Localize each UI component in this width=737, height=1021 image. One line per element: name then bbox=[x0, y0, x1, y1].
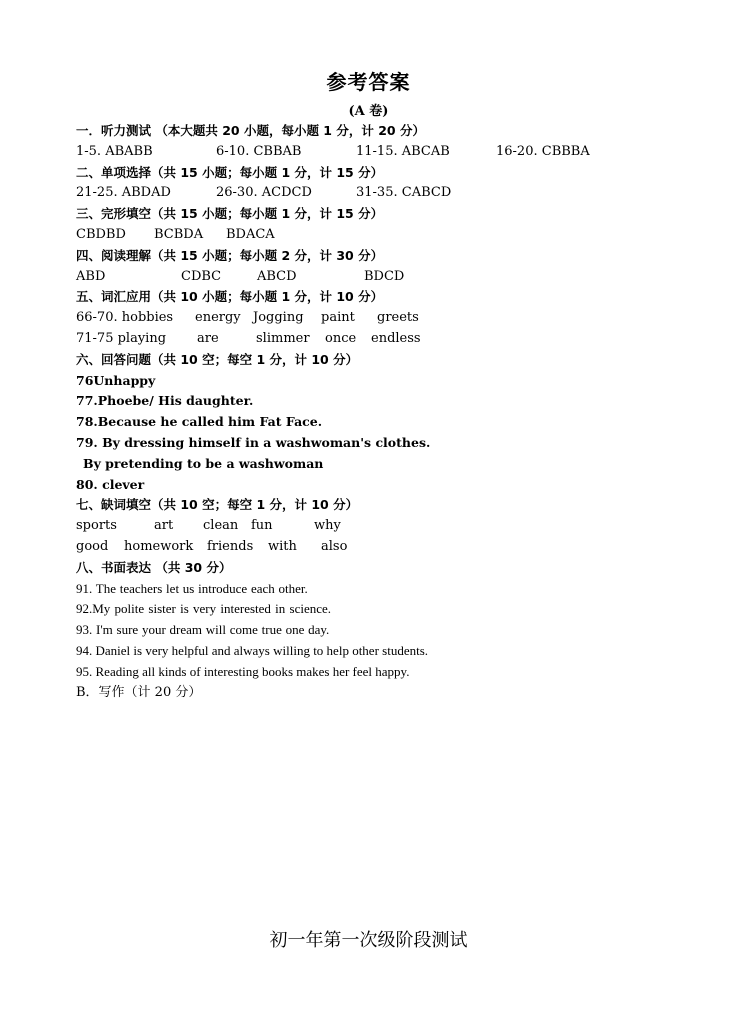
answer-sentence: 91. The teachers let us introduce each other. bbox=[76, 580, 308, 596]
answer-word: paint bbox=[321, 310, 355, 326]
answer-row-listening bbox=[76, 142, 696, 163]
answer-group: 26-30. ACDCD bbox=[216, 185, 312, 201]
answer-word: slimmer bbox=[256, 330, 310, 346]
section-heading-single-choice: 二、单项选择（共 15 小题；每小题 1 分，计 15 分） bbox=[76, 164, 384, 180]
answer-word: fun bbox=[251, 518, 273, 534]
answer-group: BDCD bbox=[364, 268, 405, 284]
answer-word: why bbox=[314, 518, 341, 534]
answer-key-content bbox=[76, 121, 696, 703]
answer-line: 76Unhappy bbox=[76, 372, 156, 388]
part-b-heading: B．写作（计 20 分） bbox=[76, 684, 202, 700]
answer-word: friends bbox=[207, 538, 254, 554]
answer-word: greets bbox=[377, 310, 419, 326]
answer-row-fill-blanks-1 bbox=[76, 516, 696, 537]
answer-sentence: 93. I'm sure your dream will come true one day. bbox=[76, 622, 330, 638]
answer-group: 31-35. CABCD bbox=[356, 185, 452, 201]
answer-line: 77.Phoebe/ His daughter. bbox=[76, 393, 254, 409]
answer-row-fill-blanks-2 bbox=[76, 537, 696, 558]
section-heading-questions: 六、回答问题（共 10 空；每空 1 分，计 10 分） bbox=[76, 351, 359, 367]
answer-row-vocabulary-2 bbox=[76, 329, 696, 350]
answer-group: ABD bbox=[76, 268, 106, 284]
answer-group: 11-15. ABCAB bbox=[356, 143, 450, 159]
answer-line: 80. clever bbox=[76, 476, 145, 492]
answer-word: clean bbox=[203, 518, 239, 534]
page-title: 参考答案 bbox=[326, 70, 411, 94]
answer-word: art bbox=[154, 518, 174, 534]
answer-word: with bbox=[268, 538, 297, 554]
answer-word: 71-75 playing bbox=[76, 330, 167, 346]
answer-line: 78.Because he called him Fat Face. bbox=[76, 414, 323, 430]
answer-word: once bbox=[325, 330, 357, 346]
answer-sentence: 92.My polite sister is very interested in science. bbox=[76, 601, 332, 617]
answer-word: also bbox=[321, 538, 348, 554]
answer-line-alternative: By pretending to be a washwoman bbox=[83, 455, 324, 471]
answer-word: Jogging bbox=[253, 310, 304, 326]
answer-word: energy bbox=[195, 310, 241, 326]
section-heading-cloze: 三、完形填空（共 15 小题；每小题 1 分，计 15 分） bbox=[76, 206, 384, 222]
answer-row-cloze bbox=[76, 225, 696, 246]
answer-group: 21-25. ABDAD bbox=[76, 185, 171, 201]
section-heading-writing: 八、书面表达 （共 30 分） bbox=[76, 559, 232, 575]
footer-title: 初一年第一次级阶段测试 bbox=[269, 930, 468, 951]
answer-word: endless bbox=[371, 330, 421, 346]
answer-word: homework bbox=[124, 538, 194, 554]
answer-group: CDBC bbox=[181, 268, 222, 284]
answer-group: BDACA bbox=[226, 226, 275, 242]
answer-group: 1-5. ABABB bbox=[76, 143, 153, 159]
answer-group: 16-20. CBBBA bbox=[496, 143, 590, 159]
answer-group: CBDBD bbox=[76, 226, 126, 242]
answer-row-reading bbox=[76, 267, 696, 288]
answer-sentence: 95. Reading all kinds of interesting books makes her feel happy. bbox=[76, 663, 410, 679]
answer-group: BCBDA bbox=[154, 226, 204, 242]
answer-word: are bbox=[197, 330, 219, 346]
answer-group: 6-10. CBBAB bbox=[216, 143, 302, 159]
answer-row-vocabulary-1 bbox=[76, 308, 696, 329]
answer-sentence: 94. Daniel is very helpful and always willing to help other students. bbox=[76, 642, 429, 658]
paper-version: (A 卷) bbox=[348, 104, 389, 119]
answer-row-single-choice bbox=[76, 183, 696, 204]
section-heading-reading: 四、阅读理解（共 15 小题；每小题 2 分，计 30 分） bbox=[76, 247, 384, 263]
answer-word: good bbox=[76, 538, 109, 554]
section-heading-vocabulary: 五、词汇应用（共 10 小题；每小题 1 分，计 10 分） bbox=[76, 289, 384, 305]
answer-group: ABCD bbox=[257, 268, 297, 284]
answer-word: 66-70. hobbies bbox=[76, 310, 174, 326]
answer-word: sports bbox=[76, 518, 117, 534]
answer-line: 79. By dressing himself in a washwoman's clothes. bbox=[76, 434, 431, 450]
section-heading-listening: 一．听力测试 （本大题共 20 小题，每小题 1 分，计 20 分） bbox=[76, 123, 425, 138]
section-heading-fill-blanks: 七、缺词填空（共 10 空；每空 1 分，计 10 分） bbox=[76, 497, 359, 513]
